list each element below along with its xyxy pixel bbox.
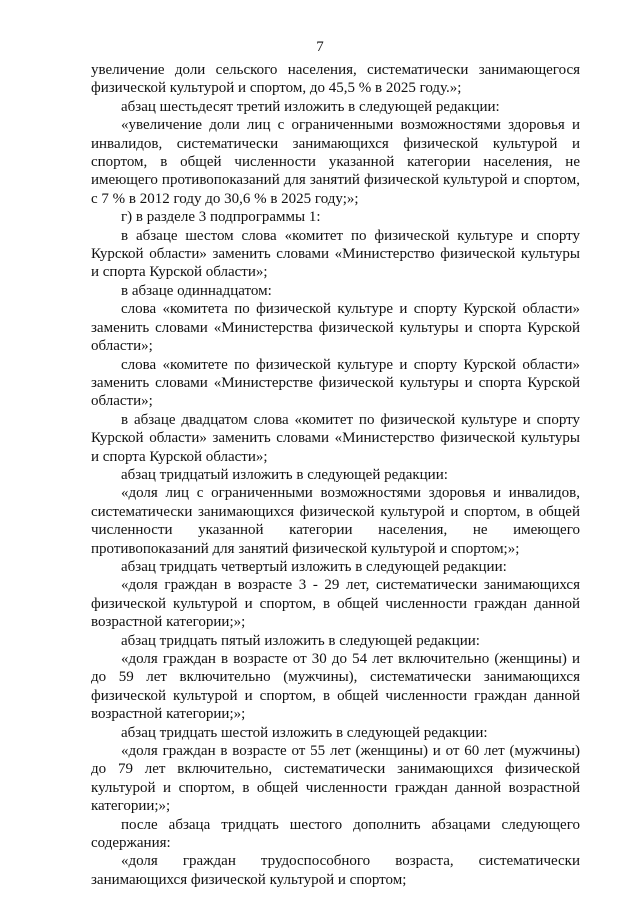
paragraph: абзац тридцать пятый изложить в следующей редакции: [121,632,480,649]
paragraph: «доля граждан в возрасте от 30 до 54 лет включительно (женщины) и до 59 лет включительно (мужчины), систематически занимающихся физической культурой и спортом, в общей численности граждан данной возрастной категории;»; [91,651,580,723]
paragraph: абзац тридцатый изложить в следующей редакции: [121,466,448,483]
paragraph: увеличение доли сельского населения, систематически занимающегося физической культурой и спортом, до 45,5 % в 2025 году.»; [91,62,580,97]
paragraph: в абзаце шестом слова «комитет по физической культуре и спорту Курской области» заменить словами «Министерство физической культуры и спорта Курской области»; [91,227,580,281]
page-number: 7 [316,39,324,55]
paragraph: «доля граждан трудоспособного возраста, систематически занимающихся физической культурой и спортом; [91,853,580,888]
paragraph: «доля граждан в возрасте 3 - 29 лет, систематически занимающихся физической культурой и спортом, в общей численности граждан данной возрастной категории;»; [91,577,580,631]
paragraph: г) в разделе 3 подпрограммы 1: [121,209,321,226]
paragraph: после абзаца тридцать шестого дополнить абзацами следующего содержания: [91,816,580,852]
paragraph: в абзаце одиннадцатом: [121,282,272,299]
paragraph: абзац шестьдесят третий изложить в следующей редакции: [121,98,500,115]
paragraph: слова «комитета по физической культуре и спорту Курской области» заменить словами «Министерства физической культуры и спорта Курской области»; [91,301,580,355]
paragraph: в абзаце двадцатом слова «комитет по физической культуре и спорту Курской области» заменить словами «Министерство физической культуры и спорта Курской области»; [91,411,580,465]
paragraph: слова «комитете по физической культуре и спорту Курской области» заменить словами «Министерстве физической культуры и спорта Курской области»; [91,356,580,410]
paragraph: «доля лиц с ограниченными возможностями здоровья и инвалидов, систематически занимающихся физической культурой и спортом, в общей численности указанной категории населения, не имеющего противопоказаний для занятий физической культурой и спортом;»; [91,485,580,557]
paragraph: «увеличение доли лиц с ограниченными возможностями здоровья и инвалидов, систематически занимающихся физической культурой и спортом, в общей численности указанной категории населения, не имеющего противопоказаний для занятий физической культурой и спортом, с 7 % в 2012 году до 30,6 % в 2025 году;»; [91,117,580,207]
paragraph: абзац тридцать шестой изложить в следующей редакции: [121,724,488,741]
paragraph: «доля граждан в возрасте от 55 лет (женщины) и от 60 лет (мужчины) до 79 лет включительно, систематически занимающихся физической культурой и спортом, в общей численности граждан данной возрастной категории;»; [91,743,580,815]
document-body [91,61,580,889]
paragraph: абзац тридцать четвертый изложить в следующей редакции: [121,558,507,575]
